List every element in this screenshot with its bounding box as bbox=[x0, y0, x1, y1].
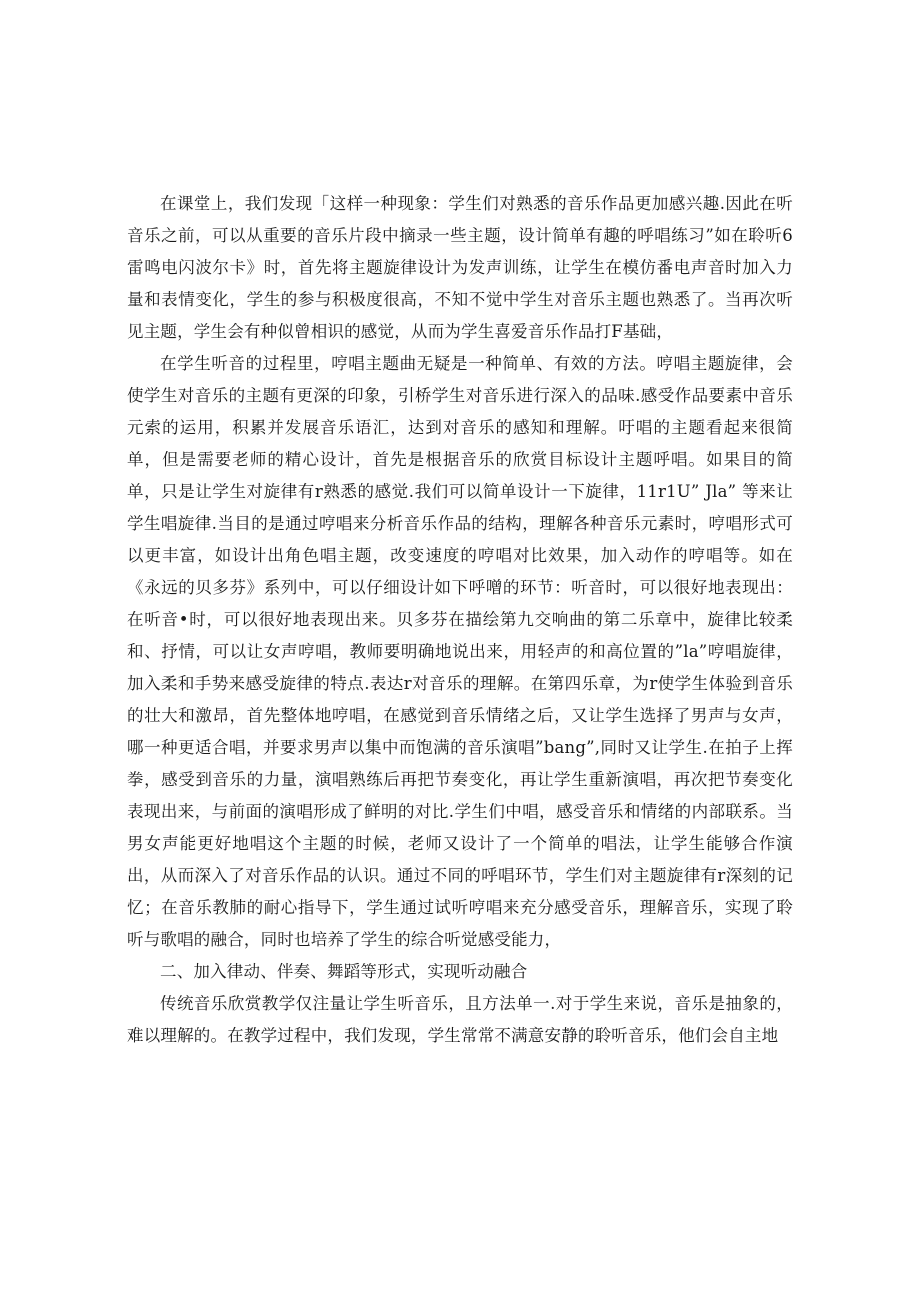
paragraph-2: 在学生听音的过程里，哼唱主题曲无疑是一种简单、有效的方法。哼唱主题旋律，会使学生对音乐的主题有更深的印象，引桥学生对音乐进行深入的品味.感受作品要素中音乐元索的运用，积累并发展音乐语汇，达到对音乐的感知和理解。吁唱的主题看起来很简单，但是需要老师的精心设计，首先是根据音乐的欣赏目标设计主题呼唱。如果目的简单，只是让学生对旋律有r熟悉的感觉.我们可以简单设计一下旋律，11r1U” Jla” 等来让学生唱旋律.当目的是通过哼唱来分析音乐作品的结构，理解各种音乐元素时，哼唱形式可以更丰富，如设计出角色唱主题，改变速度的哼唱对比效果，加入动作的哼唱等。如在《永远的贝多芬》系列中，可以仔细设计如下呼噌的环节：听音时，可以很好地表现出：在听音•时，可以很好地表现出来。贝多芬在描绘第九交响曲的第二乐章中，旋律比较柔和、抒情，可以让女声哼唱，教师要明确地说出来，用轻声的和高位置的”la”哼唱旋律，加入柔和手势来感受旋律的特点.表达r对音乐的理解。在第四乐章，为r使学生体验到音乐的壮大和激昂，首先整体地哼唱，在感觉到音乐情绪之后，又让学生选择了男声与女声，哪一种更适合唱，并要求男声以集中而饱满的音乐演唱”bang”,同时又让学生.在拍子上挥拳，感受到音乐的力量，演唱熟练后再把节奏变化，再让学生重新演唱，再次把节奏变化表现出来，与前面的演唱形成了鲜明的对比.学生们中唱，感受音乐和情绪的内部联系。当男女声能更好地唱这个主题的时候，老师又设计了一个简单的唱法，让学生能够合作演出，从而深入了对音乐作品的认识。通过不同的呼唱环节，学生们对主题旋律有r深刻的记忆；在音乐教肺的耐心指导下，学生通过试听哼唱来充分感受音乐，理解音乐，实现了聆听与歌唱的融合，同时也培养了学生的综合听觉感受能力， bbox=[127, 354, 793, 949]
section-heading: 二、加入律动、伴奏、舞蹈等形式，实现听动融合 bbox=[160, 962, 528, 981]
paragraph-3: 传统音乐欣赏教学仅注量让学生听音乐，且方法单一.对于学生来说，音乐是抽象的，难以理解的。在教学过程中，我们发现，学生常常不满意安静的聆听音乐，他们会自主地 bbox=[127, 994, 793, 1045]
document-body bbox=[127, 188, 793, 1052]
paragraph-1: 在课堂上，我们发现「这样一种现象：学生们对熟悉的音乐作品更加感兴趣.因此在听音乐之前，可以从重要的音乐片段中摘录一些主题，设计简单有趣的呼唱练习”如在聆听6雷鸣电闪波尔卡》时，首先将主题旋律设计为发声训练，让学生在模仿番电声音时加入力量和表情变化，学生的参与积极度很高，不知不觉中学生对音乐主题也熟悉了。当再次听见主题，学生会有种似曾相识的感觉，从而为学生喜爱音乐作品打F基础， bbox=[127, 194, 793, 341]
